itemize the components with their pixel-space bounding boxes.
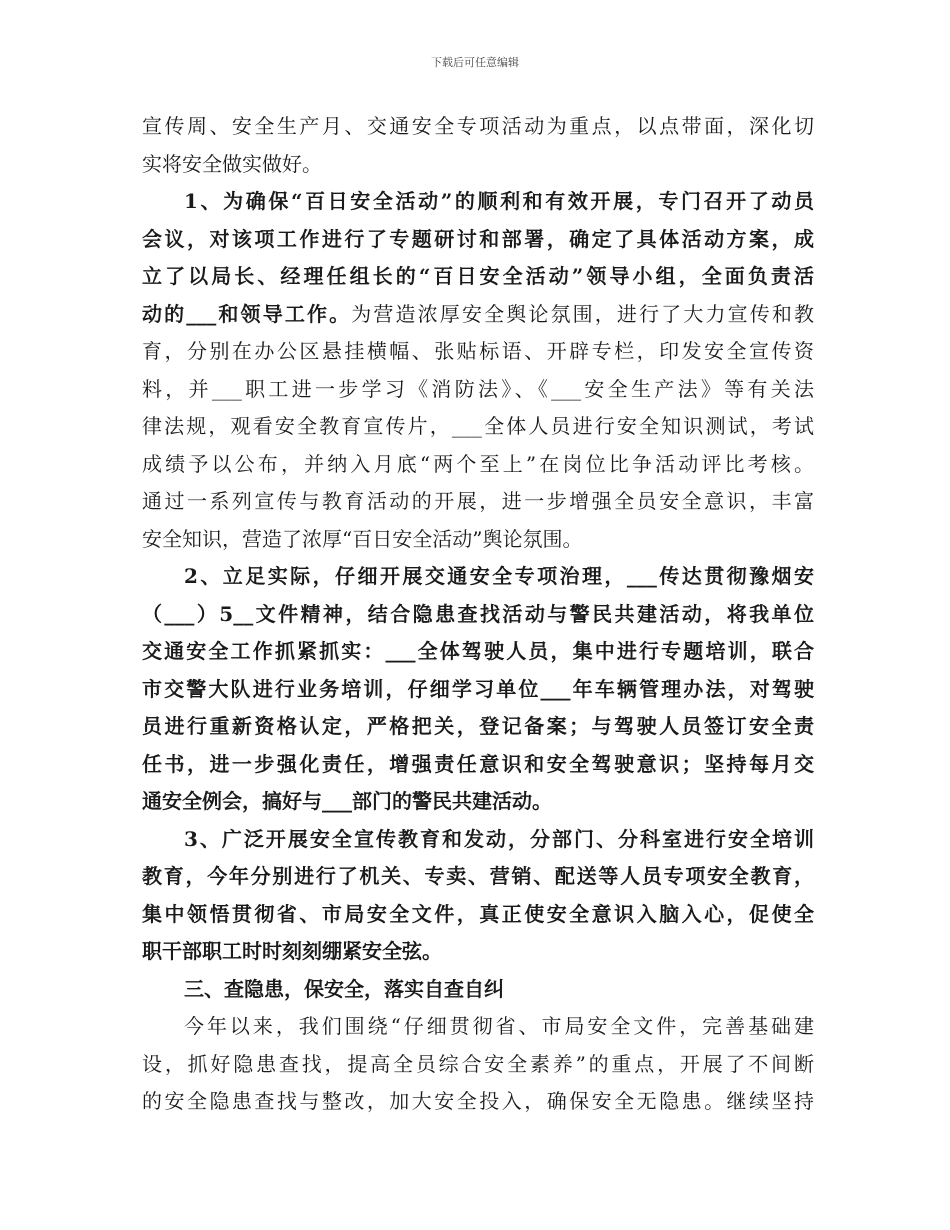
text-line: 1、为确保“百日安全活动”的顺利和有效开展，专门召开了动员	[184, 189, 814, 213]
text-line: 集中领悟贯彻省、市局安全文件，真正使安全意识入脑入心，促使全	[142, 901, 814, 926]
text-line: 通过一系列宣传与教育活动的开展，进一步增强全员安全意识，丰富	[142, 489, 814, 513]
text-line: 料，并___职工进一步学习《消防法》、《___安全生产法》等有关法	[142, 376, 814, 401]
text-line: 立了以局长、经理任组长的“百日安全活动”领导小组，全面负责活	[142, 264, 814, 288]
text-line: 通安全例会，搞好与___部门的警民共建活动。	[142, 789, 552, 813]
text-line: 律法规，观看安全教育宣传片，___全体人员进行安全知识测试，考试	[142, 414, 814, 438]
bold-segment: 动的___和领导工作。	[142, 301, 352, 326]
text-line: 3、广泛开展安全宣传教育和发动，分部门、分科室进行安全培训	[184, 826, 814, 851]
text-line: 员进行重新资格认定，严格把关，登记备案；与驾驶人员签订安全责	[142, 714, 814, 738]
section-heading: 三、查隐患，保安全，落实自查自纠	[184, 976, 504, 1001]
text-line: 教育，今年分别进行了机关、专卖、营销、配送等人员专项安全教育，	[142, 864, 814, 888]
text-line: 宣传周、安全生产月、交通安全专项活动为重点，以点带面，深化切	[142, 114, 814, 138]
text-line: 成绩予以公布，并纳入月底“两个至上”在岗位比争活动评比考核。	[142, 451, 814, 476]
document-body	[142, 108, 814, 1121]
text-line: 职干部职工时时刻刻绷紧安全弦。	[142, 939, 442, 963]
text-line: 今年以来，我们围绕“仔细贯彻省、市局安全文件，完善基础建	[184, 1014, 814, 1038]
text-line: 安全知识，营造了浓厚“百日安全活动”舆论氛围。	[142, 526, 583, 551]
text-line-mixed	[142, 296, 814, 334]
normal-segment: 为营造浓厚安全舆论氛围，进行了大力宣传和教	[351, 301, 814, 326]
page-header: 下载后可任意编辑	[431, 56, 519, 69]
text-line: 交通安全工作抓紧抓实：___全体驾驶人员，集中进行专题培训，联合	[142, 639, 814, 663]
text-line: 育，分别在办公区悬挂横幅、张贴标语、开辟专栏，印发安全宣传资	[142, 339, 814, 363]
text-line: 会议，对该项工作进行了专题研讨和部署，确定了具体活动方案，成	[142, 226, 814, 251]
text-line: 市交警大队进行业务培训，仔细学习单位___年车辆管理办法，对驾驶	[142, 676, 814, 701]
text-line: 实将安全做实做好。	[142, 151, 322, 176]
text-line: 设，抓好隐患查找，提高全员综合安全素养”的重点，开展了不间断	[142, 1051, 814, 1076]
text-line: 的安全隐患查找与整改，加大安全投入，确保安全无隐患。继续坚持	[142, 1089, 814, 1113]
text-line: 2、立足实际，仔细开展交通安全专项治理，___传达贯彻豫烟安	[184, 564, 814, 588]
text-line: 任书，进一步强化责任，增强责任意识和安全驾驶意识；坚持每月交	[142, 751, 814, 776]
text-line: （___）5__文件精神，结合隐患查找活动与警民共建活动，将我单位	[142, 601, 814, 626]
